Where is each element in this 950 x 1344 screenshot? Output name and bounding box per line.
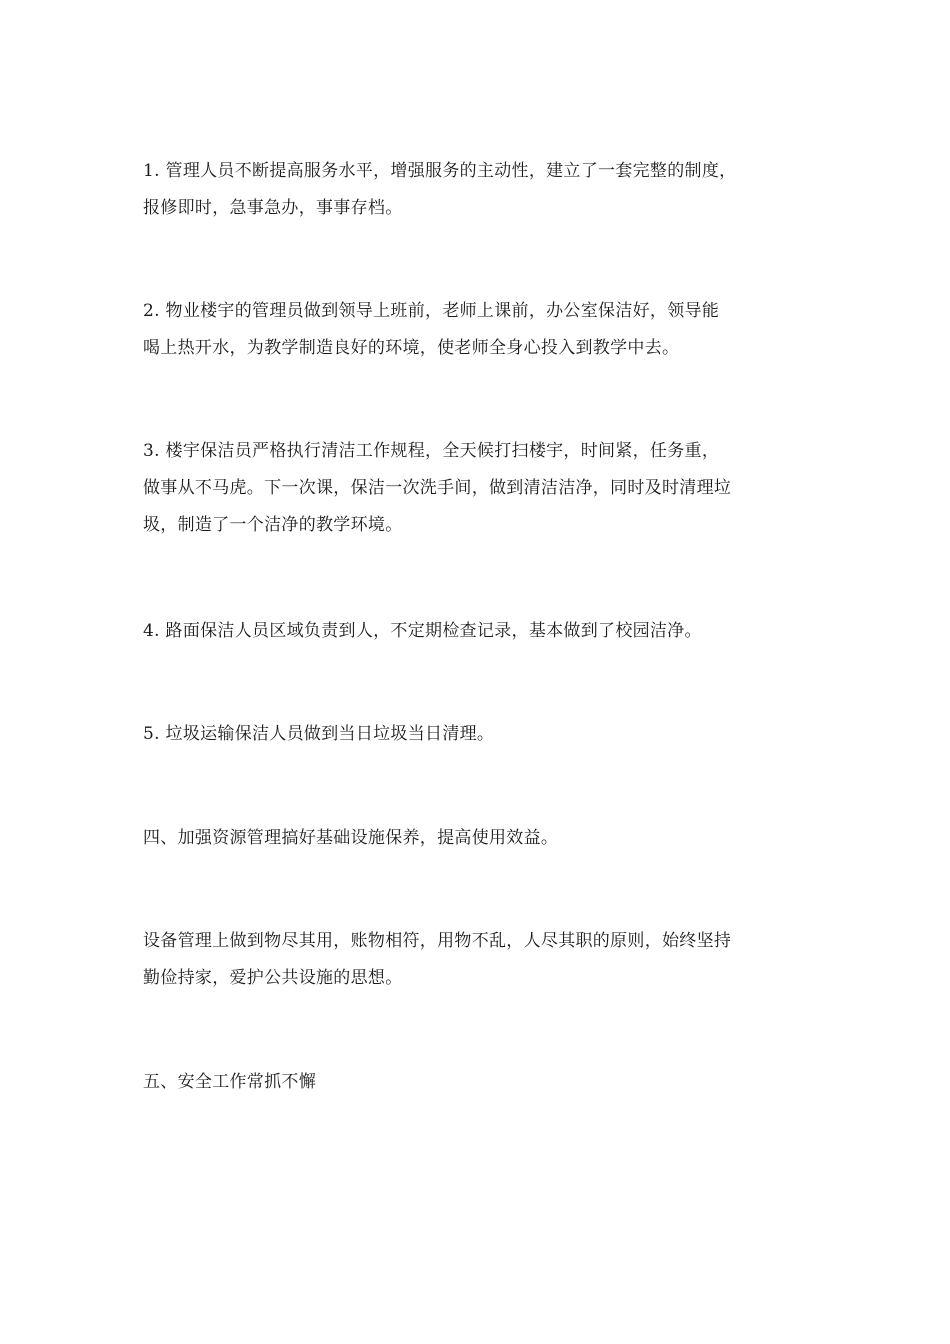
paragraph-item-2: [143, 293, 813, 367]
paragraph-line: 报修即时，急事急办，事事存档。: [143, 198, 403, 218]
paragraph-line: 设备管理上做到物尽其用，账物相符，用物不乱，人尽其职的原则，始终坚持: [143, 931, 732, 951]
paragraph-line: 勤俭持家，爱护公共设施的思想。: [143, 968, 403, 988]
paragraph-line: 5. 垃圾运输保洁人员做到当日垃圾当日清理。: [143, 724, 495, 744]
paragraph-equipment: [143, 923, 813, 997]
paragraph-line: 2. 物业楼宇的管理员做到领导上班前，老师上课前，办公室保洁好，领导能: [143, 301, 720, 321]
paragraph-item-1: [143, 153, 813, 227]
section-heading-five: [143, 1064, 813, 1101]
paragraph-item-5: [143, 716, 813, 753]
paragraph-line: 1. 管理人员不断提高服务水平，增强服务的主动性，建立了一套完整的制度，: [143, 161, 737, 181]
paragraph-line: 3. 楼宇保洁员严格执行清洁工作规程，全天候打扫楼宇，时间紧，任务重，: [143, 441, 720, 461]
paragraph-line: 喝上热开水，为教学制造良好的环境，使老师全身心投入到教学中去。: [143, 338, 680, 358]
paragraph-item-3: [143, 433, 813, 544]
paragraph-item-4: [143, 613, 813, 650]
paragraph-line: 四、加强资源管理搞好基础设施保养，提高使用效益。: [143, 828, 559, 848]
paragraph-line: 做事从不马虎。下一次课，保洁一次洗手间，做到清洁洁净，同时及时清理垃: [143, 478, 732, 498]
paragraph-line: 圾，制造了一个洁净的教学环境。: [143, 515, 403, 535]
paragraph-line: 4. 路面保洁人员区域负责到人，不定期检查记录，基本做到了校园洁净。: [143, 621, 702, 641]
paragraph-line: 五、安全工作常抓不懈: [143, 1072, 316, 1092]
section-heading-four: [143, 820, 813, 857]
